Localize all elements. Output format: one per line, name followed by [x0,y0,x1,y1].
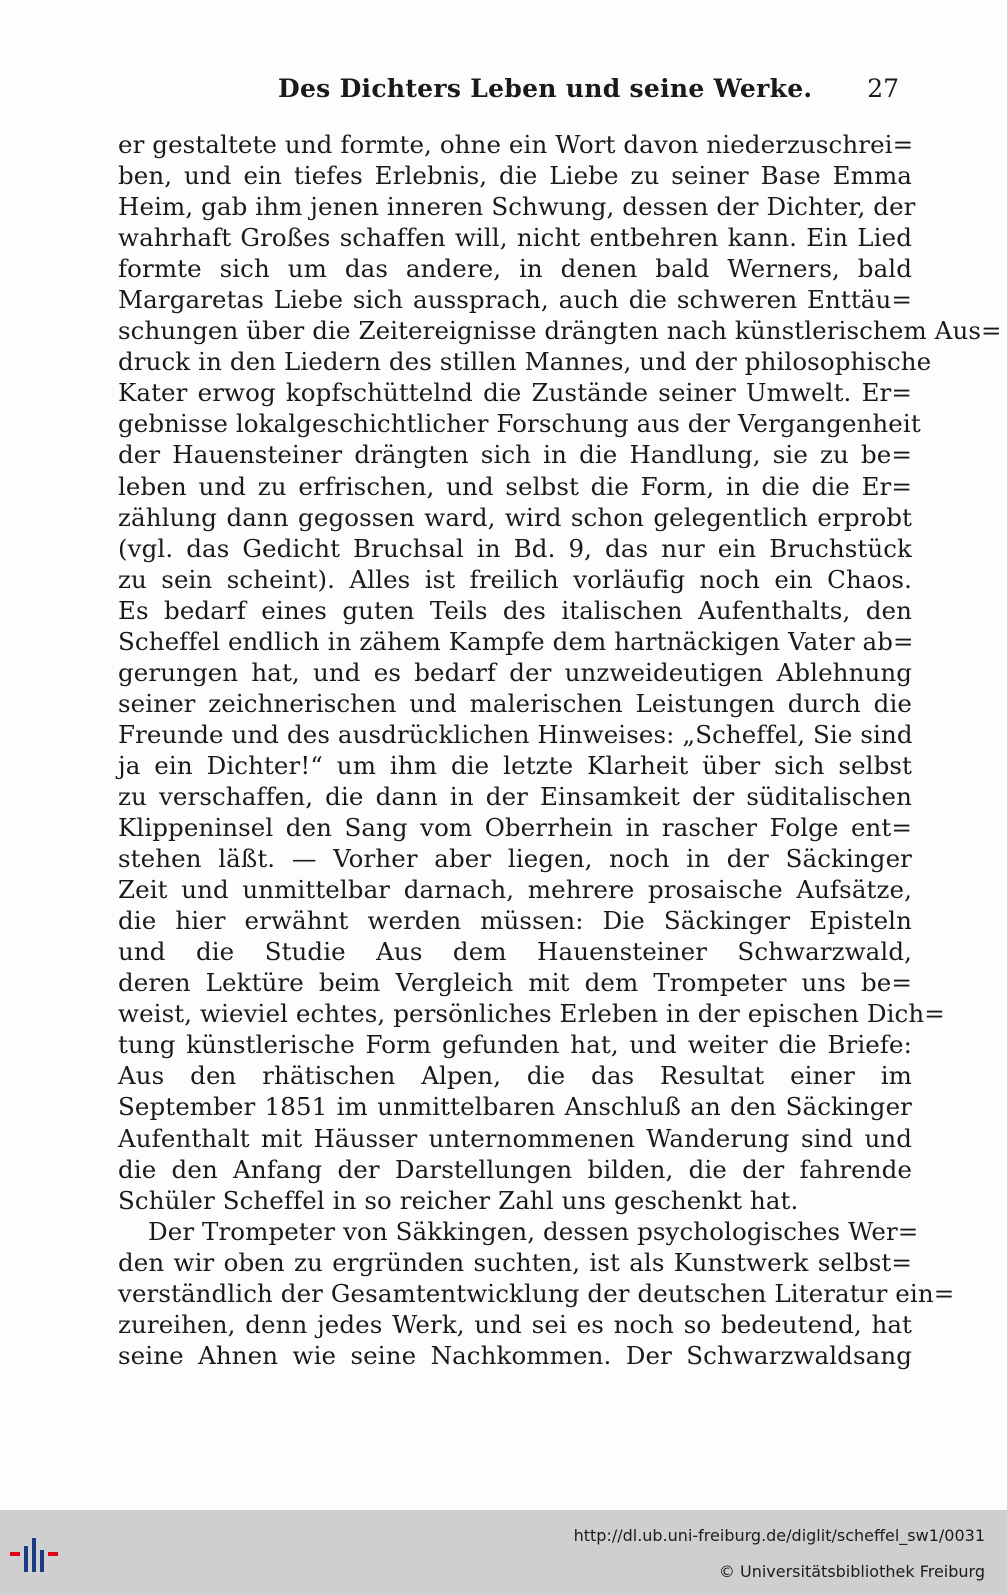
text-line: wahrhaft Großes schaffen will, nicht entbehren kann. Ein Lied [118,223,912,253]
text-line: zu sein scheint). Alles ist freilich vorläufig noch ein Chaos. [118,564,912,594]
text-line: September 1851 im unmittelbaren Anschluß an den Säckinger [118,1092,912,1122]
permalink-url[interactable]: http://dl.ub.uni-freiburg.de/diglit/scheffel_sw1/0031 [573,1526,985,1545]
text-line: Es bedarf eines guten Teils des italischen Aufenthalts, den [118,595,912,625]
text-line: ben, und ein tiefes Erlebnis, die Liebe zu seiner Base Emma [118,161,912,191]
copyright-notice: © Universitätsbibliothek Freiburg [718,1562,985,1581]
ub-freiburg-logo-icon[interactable] [10,1534,62,1578]
text-line: ja ein Dichter!“ um ihm die letzte Klarheit über sich selbst [118,750,912,780]
viewer-footer [0,1510,1007,1595]
text-line: zu verschaffen, die dann in der Einsamkeit der süditalischen [118,781,912,811]
text-line: stehen läßt. — Vorher aber liegen, noch in der Säckinger [118,844,912,874]
text-line: leben und zu erfrischen, und selbst die Form, in die die Er= [118,471,912,501]
text-line: Schüler Scheffel in so reicher Zahl uns geschenkt hat. [118,1185,799,1215]
text-line: seine Ahnen wie seine Nachkommen. Der Schwarzwaldsang [118,1340,912,1370]
text-line: Margaretas Liebe sich aussprach, auch die schweren Enttäu= [118,285,912,315]
text-line: deren Lektüre beim Vergleich mit dem Trompeter uns be= [118,968,912,998]
text-line: die den Anfang der Darstellungen bilden, die der fahrende [118,1154,912,1184]
text-line: (vgl. das Gedicht Bruchsal in Bd. 9, das nur ein Bruchstück [118,533,912,563]
text-line: Zeit und unmittelbar darnach, mehrere prosaische Aufsätze, [118,875,912,905]
text-line: Der Trompeter von Säkkingen, dessen psychologisches Wer= [148,1216,919,1246]
text-line: die hier erwähnt werden müssen: Die Säckinger Episteln [118,906,912,936]
text-line: verständlich der Gesamtentwicklung der deutschen Literatur ein= [118,1278,955,1308]
text-line: gebnisse lokalgeschichtlicher Forschung aus der Vergangenheit [118,409,921,439]
text-line: seiner zeichnerischen und malerischen Leistungen durch die [118,688,912,718]
text-line: Freunde und des ausdrücklichen Hinweises: „Scheffel, Sie sind [118,719,913,749]
text-line: gerungen hat, und es bedarf der unzweideutigen Ablehnung [118,657,912,687]
text-line: und die Studie Aus dem Hauensteiner Schwarzwald, [118,937,912,967]
text-line: Kater erwog kopfschüttelnd die Zustände seiner Umwelt. Er= [118,378,912,408]
text-line: Scheffel endlich in zähem Kampfe dem hartnäckigen Vater ab= [118,626,914,656]
text-line: den wir oben zu ergründen suchten, ist als Kunstwerk selbst= [118,1247,912,1277]
text-line: Heim, gab ihm jenen inneren Schwung, dessen der Dichter, der [118,192,916,222]
text-line: weist, wieviel echtes, persönliches Erleben in der epischen Dich= [118,999,945,1029]
running-title: Des Dichters Leben und seine Werke. [278,74,813,103]
text-line: druck in den Liedern des stillen Mannes, und der philosophische [118,347,932,377]
text-line: der Hauensteiner drängten sich in die Handlung, sie zu be= [118,440,912,470]
page-header [118,72,909,112]
text-line: zählung dann gegossen ward, wird schon gelegentlich erprobt [118,502,912,532]
text-line: formte sich um das andere, in denen bald Werners, bald [118,254,912,284]
text-line: schungen über die Zeitereignisse drängten nach künstlerischem Aus= [118,316,1002,346]
text-line: Klippeninsel den Sang vom Oberrhein in rascher Folge ent= [118,813,912,843]
body-text [118,129,1002,1371]
text-line: er gestaltete und formte, ohne ein Wort davon niederzuschrei= [118,130,914,159]
text-line: tung künstlerische Form gefunden hat, und weiter die Briefe: [118,1030,912,1060]
text-line: Aufenthalt mit Häusser unternommenen Wanderung sind und [118,1123,912,1153]
text-line: zureihen, denn jedes Werk, und sei es noch so bedeutend, hat [118,1309,912,1339]
page-number: 27 [867,74,899,103]
text-line: Aus den rhätischen Alpen, die das Resultat einer im [118,1061,912,1091]
